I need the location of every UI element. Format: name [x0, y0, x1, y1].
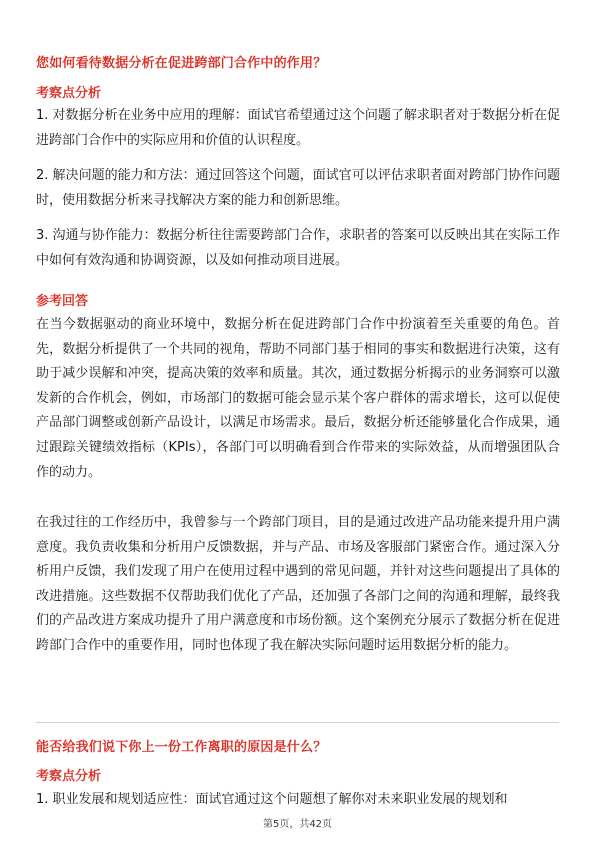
- analysis-point: 2. 解决问题的能力和方法：通过回答这个问题，面试官可以评估求职者面对跨部门协作问题时，使用数据分析来寻找解决方案的能力和创新思维。: [36, 168, 560, 208]
- answer-heading: 参考回答: [36, 294, 89, 309]
- analysis-heading: 考察点分析: [36, 769, 102, 784]
- answer-paragraph: 在当今数据驱动的商业环境中，数据分析在促进跨部门合作中扮演着至关重要的角色。首先，数据分析提供了一个共同的视角，帮助不同部门基于相同的事实和数据进行决策，这有助于减少误解和冲突，提高决策的效率和质量。其次，通过数据分析揭示的业务洞察可以激发新的合作机会，例如，市场部门的数据可能会显示某个客户群体的需求增长，这可以促使产品部门调整或创新产品设计，以满足市场需求。最后，数据分析还能够量化合作成果，通过跟踪关键绩效指标（KPIs），各部门可以明确看到合作带来的实际效益，从而增强团队合作的动力。: [36, 317, 560, 480]
- question-title: 您如何看待数据分析在促进跨部门合作中的作用？: [36, 56, 327, 71]
- analysis-heading: 考察点分析: [36, 86, 102, 101]
- answer-paragraph: 在我过往的工作经历中，我曾参与一个跨部门项目，目的是通过改进产品功能来提升用户满意度。我负责收集和分析用户反馈数据，并与产品、市场及客服部门紧密合作。通过深入分析用户反馈，我们发现了用户在使用过程中遇到的常见问题，并针对这些问题提出了具体的改进措施。这些数据不仅帮助我们优化了产品，还加强了各部门之间的沟通和理解，最终我们的产品改进方案成功提升了用户满意度和市场份额。这个案例充分展示了数据分析在促进跨部门合作中的重要作用，同时也体现了我在解决实际问题时运用数据分析的能力。: [36, 515, 560, 653]
- analysis-point: 3. 沟通与协作能力：数据分析往往需要跨部门合作，求职者的答案可以反映出其在实际工作中如何有效沟通和协调资源，以及如何推动项目进展。: [36, 228, 560, 268]
- analysis-point: 1. 对数据分析在业务中应用的理解：面试官希望通过这个问题了解求职者对于数据分析在促进跨部门合作中的实际应用和价值的认识程度。: [36, 108, 560, 148]
- page-number: 第5页，共42页: [262, 819, 333, 830]
- analysis-point: 1. 职业发展和规划适应性：面试官通过这个问题想了解你对未来职业发展的规划和: [36, 792, 508, 807]
- question-title: 能否给我们说下你上一份工作离职的原因是什么？: [36, 740, 327, 755]
- section-divider: [36, 722, 559, 723]
